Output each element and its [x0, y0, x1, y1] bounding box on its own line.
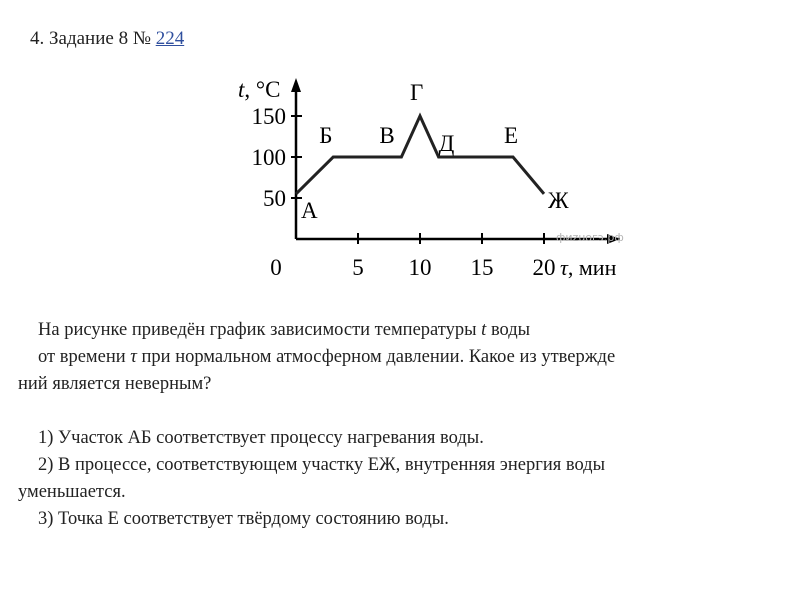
- option-1: 1) Участок АБ соответствует процессу нагревания воды.: [38, 428, 484, 448]
- option-3: 3) Точка Е соответствует твёрдому состоянию воды.: [38, 509, 449, 529]
- point-label: В: [379, 123, 395, 148]
- task-number: 4. Задание 8 №: [30, 28, 151, 49]
- point-label: А: [301, 197, 318, 223]
- x-tick-label: 10: [408, 255, 432, 280]
- var-tau: τ: [130, 347, 137, 367]
- y-axis-arrow: [291, 78, 301, 92]
- y-axis-label: t, °C: [238, 77, 281, 102]
- x-tick-label: 5: [352, 255, 364, 280]
- question-line-3: ний является неверным?: [18, 374, 212, 394]
- option-2-continued: уменьшается.: [18, 482, 126, 502]
- point-label: Ж: [548, 187, 569, 213]
- point-label: Д: [438, 131, 455, 156]
- x-axis-label: τ, мин: [560, 255, 617, 280]
- watermark: фиzuoгэ.рф: [556, 231, 624, 244]
- point-label: Б: [319, 123, 333, 148]
- x-tick-label: 20: [532, 255, 556, 280]
- var-t: t: [481, 320, 487, 340]
- x-tick-label: 0: [270, 255, 282, 280]
- y-tick-label: 100: [251, 145, 286, 170]
- point-label: Г: [410, 80, 424, 105]
- point-label: Е: [504, 123, 519, 148]
- question-line-2: от времени τ при нормальном атмосферном давлении. Какое из утвержде: [38, 347, 616, 367]
- y-tick-label: 50: [263, 186, 286, 211]
- x-tick-label: 15: [470, 255, 494, 280]
- option-2: 2) В процессе, соответствующем участку ЕЖ, внутренняя энергия воды: [38, 455, 606, 475]
- y-tick-label: 150: [251, 104, 286, 129]
- question-line-1: На рисунке приведён график зависимости температуры t воды: [38, 320, 531, 340]
- task-link[interactable]: 224: [155, 28, 185, 49]
